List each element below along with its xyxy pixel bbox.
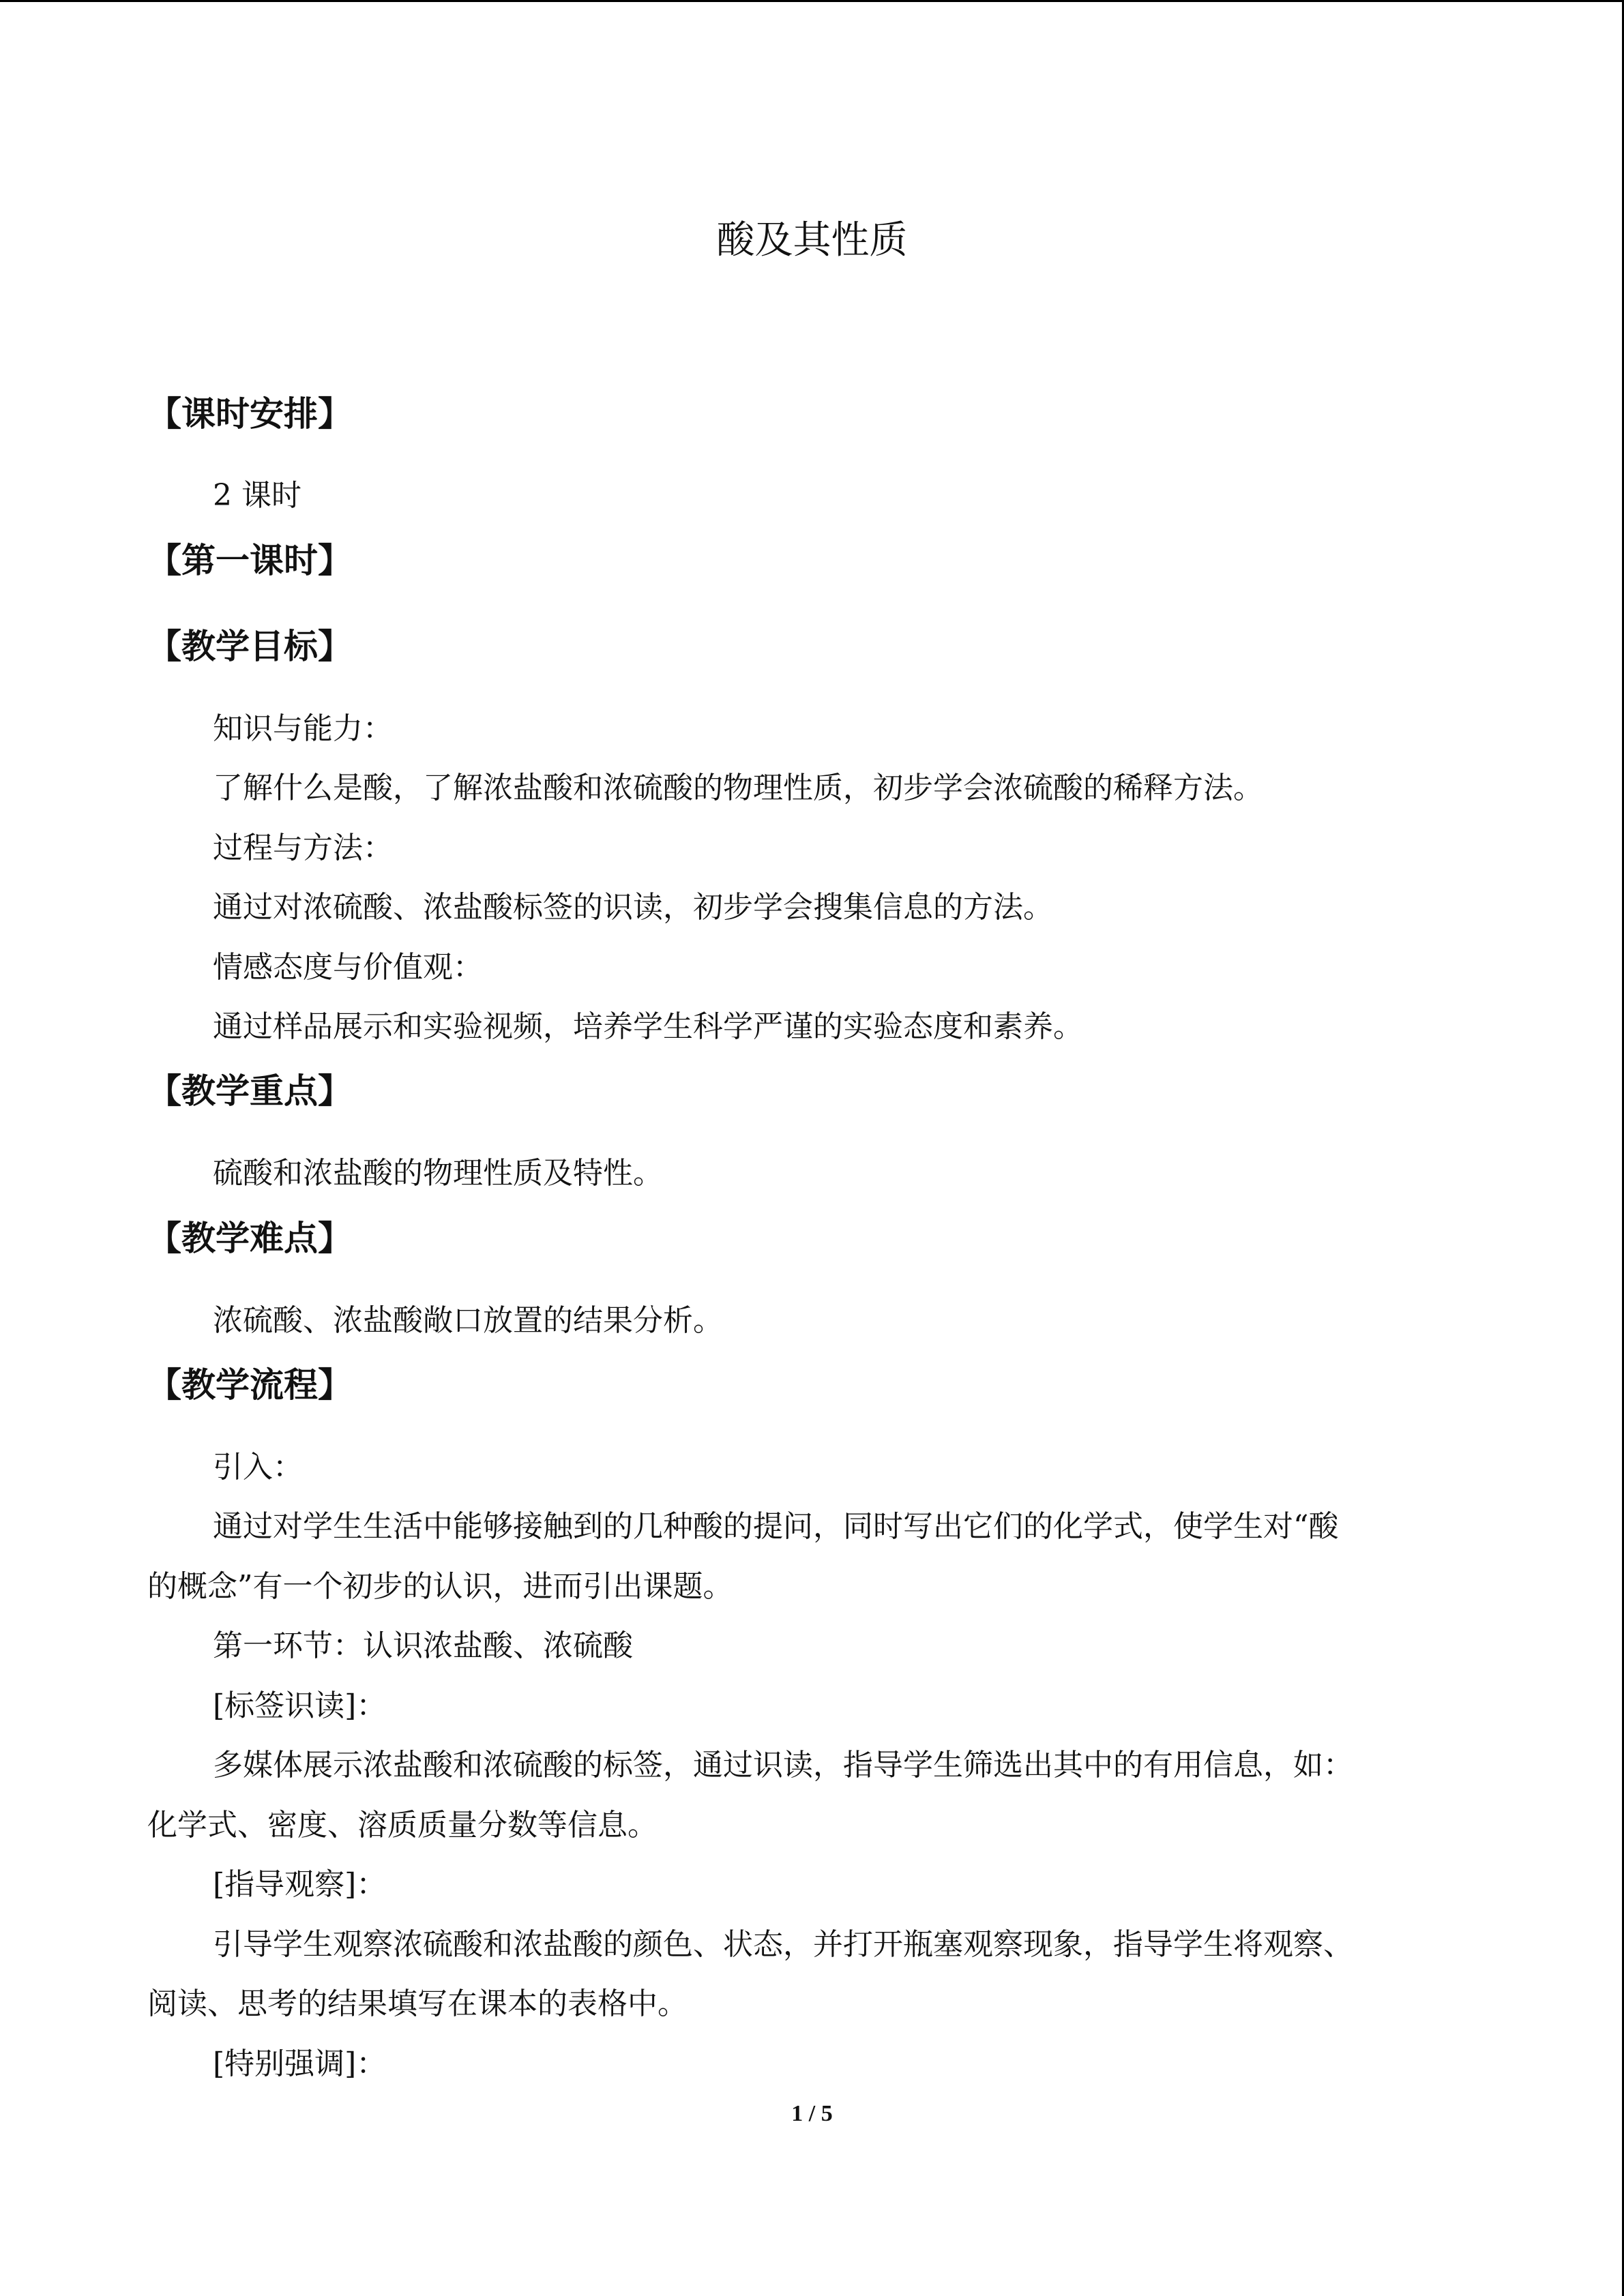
process-label-line: 多媒体展示浓盐酸和浓硫酸的标签，通过识读，指导学生筛选出其中的有用信息，如： <box>213 1748 1353 1783</box>
difficulties-text: 浓硫酸、浓盐酸敞口放置的结果分析。 <box>213 1303 723 1338</box>
schedule-text: 2 课时 <box>213 478 301 513</box>
process-intro-line: 的概念”有一个初步的认识，进而引出课题。 <box>147 1569 733 1604</box>
process-special-emphasis: [特别强调]： <box>213 2046 387 2081</box>
heading-difficulties: 【教学难点】 <box>147 1218 352 1258</box>
page-border-top <box>0 0 1624 2</box>
heading-process: 【教学流程】 <box>147 1365 352 1405</box>
process-intro-line: 通过对学生生活中能够接触到的几种酸的提问，同时写出它们的化学式，使学生对“酸 <box>213 1509 1339 1544</box>
key-points-text: 硫酸和浓盐酸的物理性质及特性。 <box>213 1156 663 1191</box>
objective-line: 了解什么是酸，了解浓盐酸和浓硫酸的物理性质，初步学会浓硫酸的稀释方法。 <box>213 771 1263 805</box>
process-observation-line: 阅读、思考的结果填写在课本的表格中。 <box>147 1986 688 2021</box>
heading-objectives: 【教学目标】 <box>147 626 352 666</box>
objective-line: 通过对浓硫酸、浓盐酸标签的识读，初步学会搜集信息的方法。 <box>213 890 1053 925</box>
heading-key-points: 【教学重点】 <box>147 1071 352 1111</box>
objective-line: 过程与方法： <box>213 831 393 865</box>
process-guided-observation: [指导观察]： <box>213 1867 387 1902</box>
heading-first-lesson: 【第一课时】 <box>147 540 352 580</box>
process-stage-1: 第一环节：认识浓盐酸、浓硫酸 <box>213 1628 633 1663</box>
page-number: 1 / 5 <box>791 2101 833 2126</box>
objective-line: 知识与能力： <box>213 711 393 746</box>
process-label-line: 化学式、密度、溶质质量分数等信息。 <box>147 1808 658 1843</box>
heading-schedule: 【课时安排】 <box>147 393 352 434</box>
objective-line: 通过样品展示和实验视频，培养学生科学严谨的实验态度和素养。 <box>213 1009 1083 1044</box>
process-observation-line: 引导学生观察浓硫酸和浓盐酸的颜色、状态，并打开瓶塞观察现象，指导学生将观察、 <box>213 1927 1353 1962</box>
objective-line: 情感态度与价值观： <box>213 950 483 985</box>
process-label-reading: [标签识读]： <box>213 1688 387 1723</box>
document-title: 酸及其性质 <box>716 218 908 263</box>
process-intro-label: 引入： <box>213 1450 303 1485</box>
